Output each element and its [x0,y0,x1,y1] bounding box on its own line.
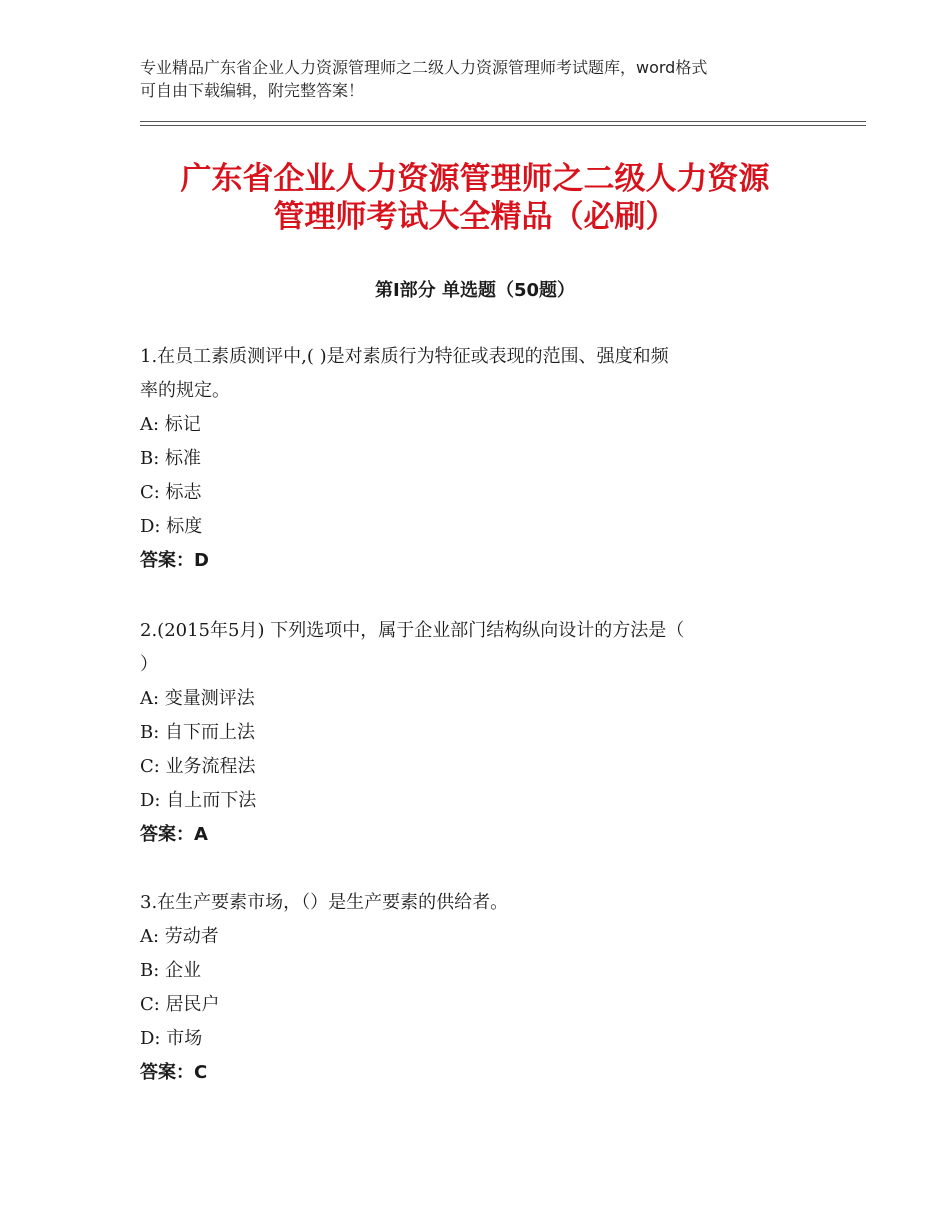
option-c: C: 业务流程法 [140,756,256,777]
question-stem: 2.(2015年5月) 下列选项中，属于企业部门结构纵向设计的方法是（ [140,620,685,641]
answer: 答案：D [140,550,209,571]
answer: 答案：C [140,1062,208,1083]
title-line-1: 广东省企业人力资源管理师之二级人力资源 [180,161,770,197]
header-line-1: 专业精品广东省企业人力资源管理师之二级人力资源管理师考试题库，word格式 [140,58,708,77]
option-d: D: 市场 [140,1028,203,1049]
option-a: A: 标记 [140,414,201,435]
answer: 答案：A [140,824,208,845]
title-line-2: 管理师考试大全精品（必刷） [273,199,677,235]
header-divider-bottom [140,125,866,126]
header-line-2: 可自由下载编辑，附完整答案！ [140,81,365,100]
header-divider-top [140,121,866,122]
option-b: B: 自下而上法 [140,722,256,743]
question-2 [140,614,800,852]
question-stem: 3.在生产要素市场，（）是生产要素的供给者。 [140,892,509,913]
question-1 [140,340,800,578]
option-c: C: 标志 [140,482,202,503]
question-3 [140,886,800,1090]
document-title [100,160,850,236]
option-b: B: 企业 [140,960,202,981]
option-a: A: 劳动者 [140,926,219,947]
option-d: D: 自上而下法 [140,790,257,811]
option-a: A: 变量测评法 [140,688,255,709]
document-header [140,56,820,102]
section-title: 第Ⅰ部分 单选题（50题） [374,280,575,301]
option-b: B: 标准 [140,448,202,469]
question-stem-continued: ） [140,654,158,675]
option-c: C: 居民户 [140,994,220,1015]
option-d: D: 标度 [140,516,203,537]
question-stem: 1.在员工素质测评中,( )是对素质行为特征或表现的范围、强度和频 [140,346,669,367]
question-stem-continued: 率的规定。 [140,380,230,401]
